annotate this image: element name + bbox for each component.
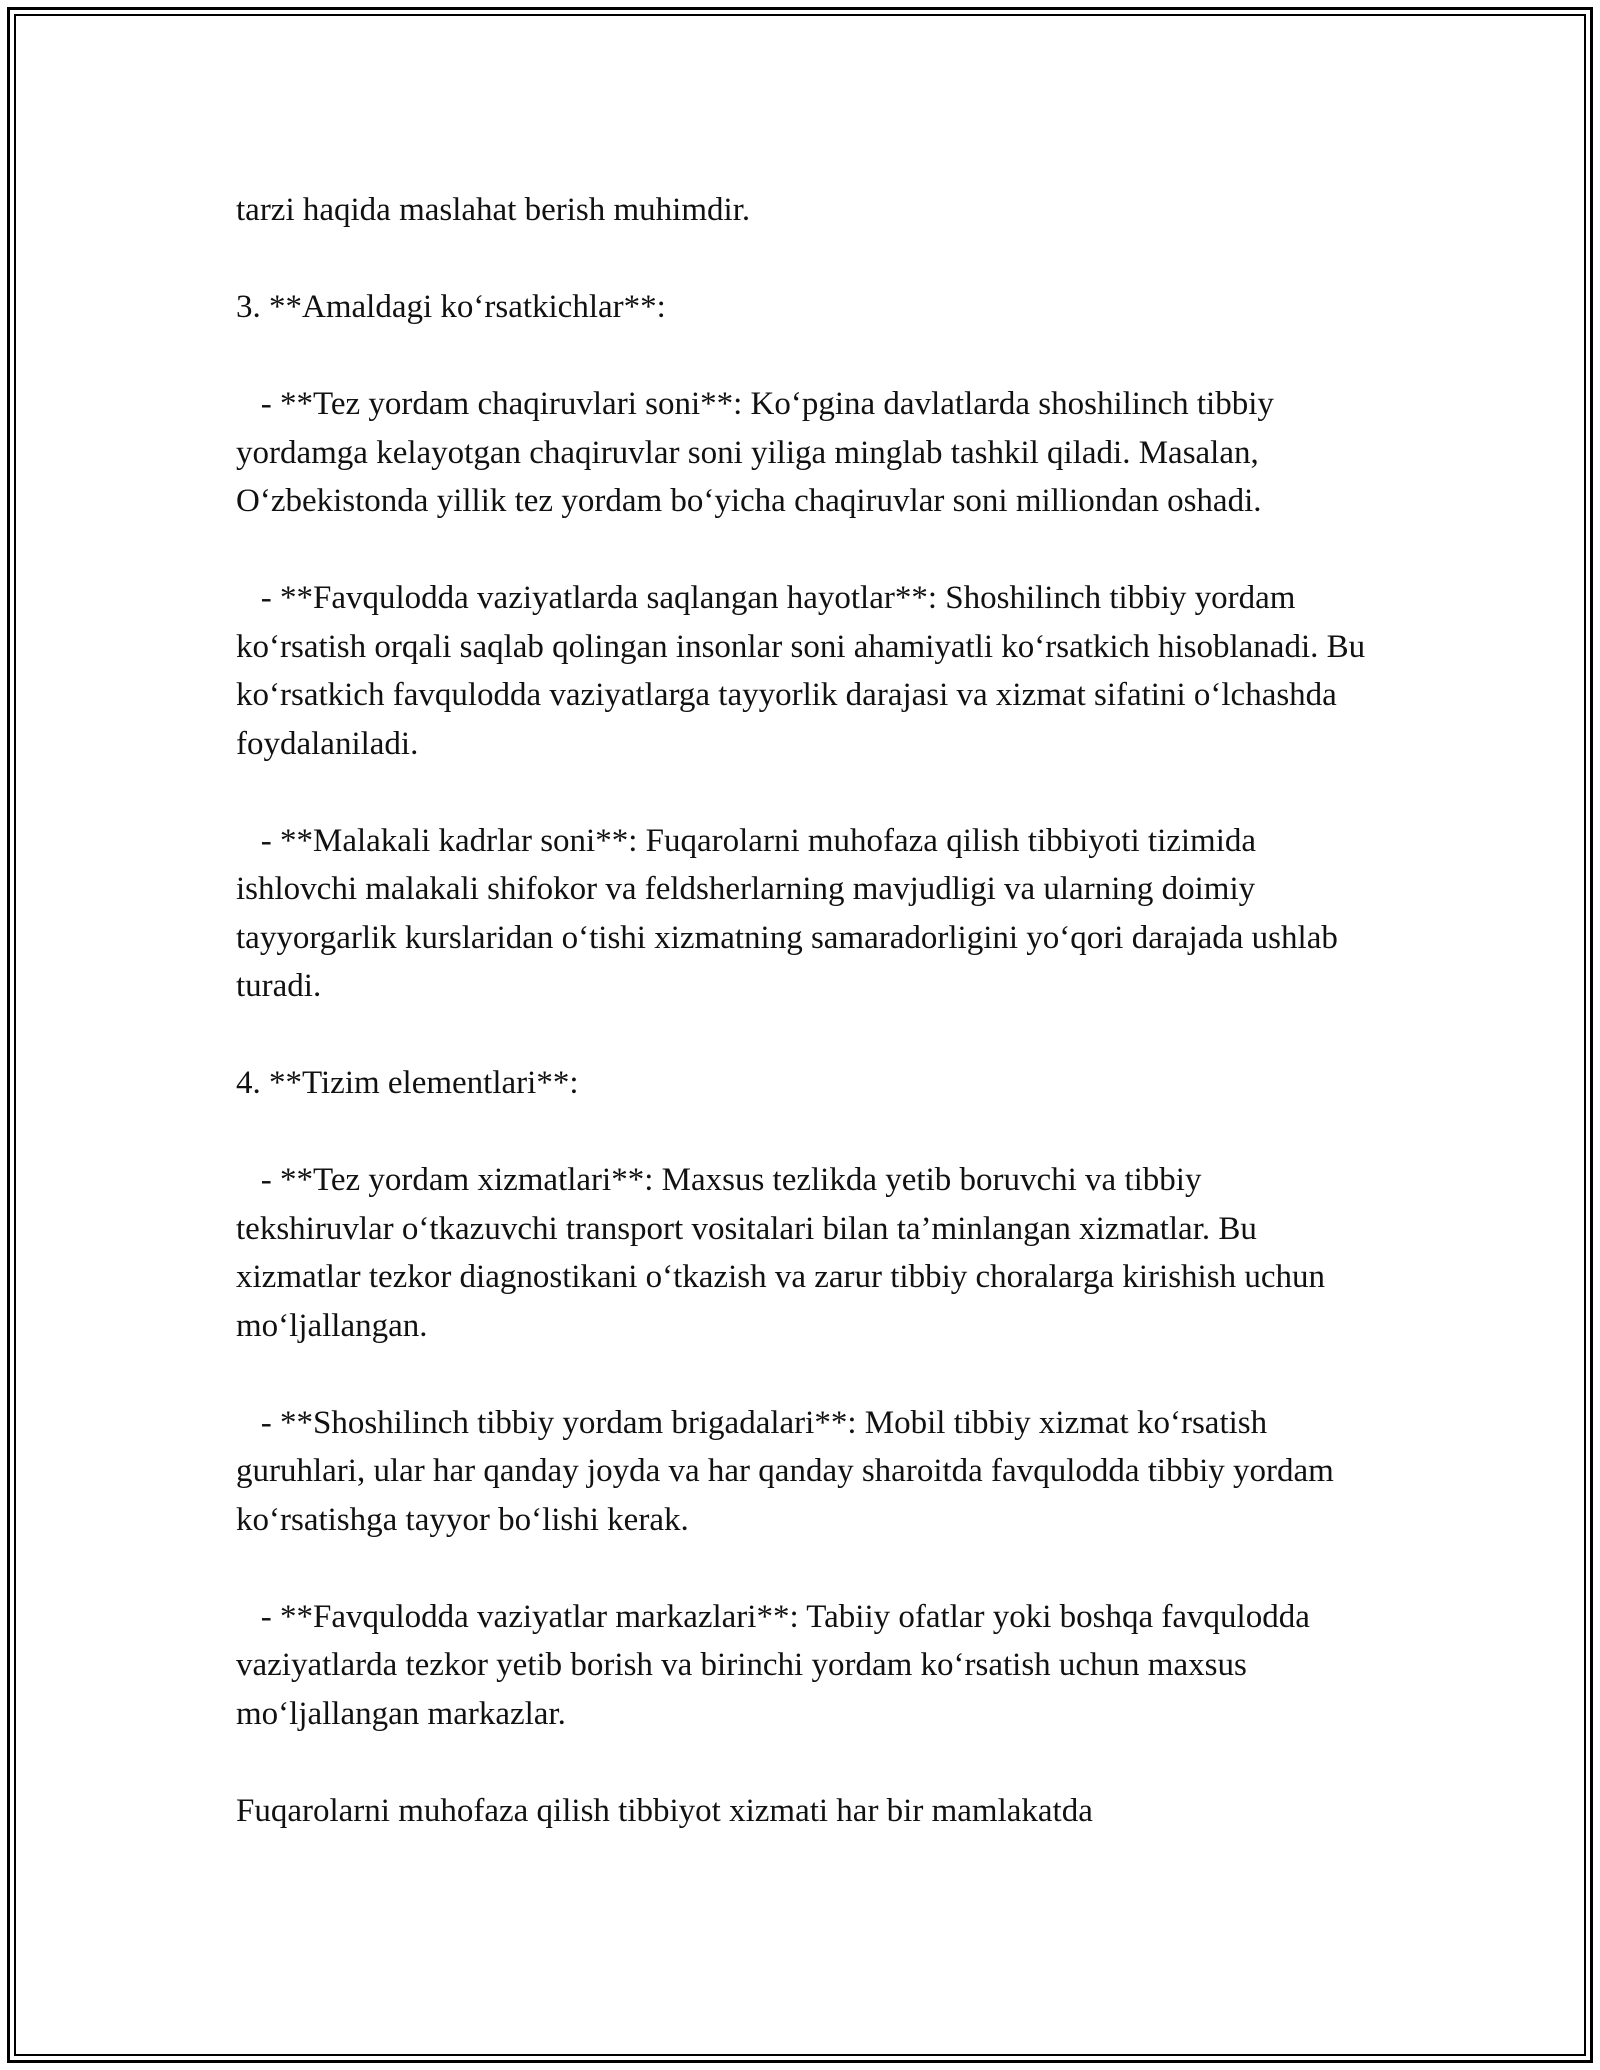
section-heading-system-elements: 4. **Tizim elementlari**: xyxy=(236,1065,579,1101)
bullet-emergency-brigades: - **Shoshilinch tibbiy yordam brigadalari**: Mobil tibbiy xizmat ko‘rsatish guruhlari, ular har qanday joyda va har qanday sharoitda favqulodda tibbiy yordam ko‘rsatishga tayyor bo‘lishi kerak. xyxy=(236,1404,1343,1538)
bullet-ambulance-services: - **Tez yordam xizmatlari**: Maxsus tezlikda yetib boruvchi va tibbiy tekshiruvlar o‘tkazuvchi transport vositalari bilan ta’minlangan xizmatlar. Bu xizmatlar tezkor diagnostikani o‘tkazish va zarur tibbiy choralarga kirishish uchun mo‘ljallangan. xyxy=(236,1162,1334,1344)
paragraph-closing: Fuqarolarni muhofaza qilish tibbiyot xizmati har bir mamlakatda xyxy=(236,1792,1093,1829)
bullet-emergency-calls: - **Tez yordam chaqiruvlari soni**: Ko‘pgina davlatlarda shoshilinch tibbiy yordamga kelayotgan chaqiruvlar soni yiliga minglab tashkil qiladi. Masalan, O‘zbekistonda yillik tez yordam bo‘yicha chaqiruvlar soni milliondan oshadi. xyxy=(236,386,1283,519)
document-body xyxy=(236,186,1374,1835)
section-heading-indicators: 3. **Amaldagi ko‘rsatkichlar**: xyxy=(236,289,666,325)
bullet-lives-saved: - **Favqulodda vaziyatlarda saqlangan hayotlar**: Shoshilinch tibbiy yordam ko‘rsatish orqali saqlab qolingan insonlar soni ahamiyatli ko‘rsatkich hisoblanadi. Bu ko‘rsatkich favqulodda vaziyatlarga tayyorlik darajasi va xizmat sifatini o‘lchashda foydalaniladi. xyxy=(236,580,1374,762)
paragraph-continuation: tarzi haqida maslahat berish muhimdir. xyxy=(236,192,751,228)
bullet-qualified-staff: - **Malakali kadrlar soni**: Fuqarolarni muhofaza qilish tibbiyoti tizimida ishlovchi malakali shifokor va feldsherlarning mavjudligi va ularning doimiy tayyorgarlik kurslaridan o‘tishi xizmatning samaradorligini yo‘qori darajada ushlab turadi. xyxy=(236,822,1347,1004)
bullet-emergency-centers: - **Favqulodda vaziyatlar markazlari**: Tabiiy ofatlar yoki boshqa favqulodda vaziyatlarda tezkor yetib borish va birinchi yordam ko‘rsatish uchun maxsus mo‘ljallangan markazlar. xyxy=(236,1598,1319,1732)
